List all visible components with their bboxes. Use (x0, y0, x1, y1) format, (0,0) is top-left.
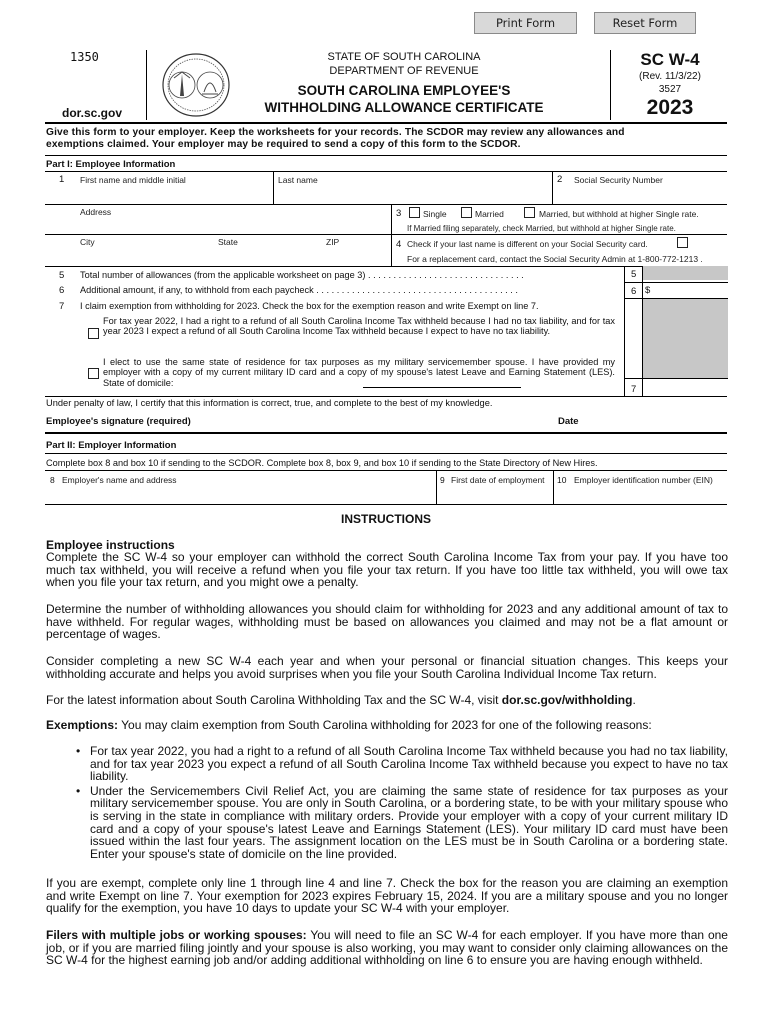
signature-label: Employee's signature (required) (46, 416, 191, 427)
single-label: Single (423, 209, 447, 219)
intro-line-2: exemptions claimed. Your employer may be required to send a copy of this form to the SCDOR. (46, 139, 521, 150)
state-seal-icon (160, 52, 232, 118)
exempt-no-liability-checkbox[interactable] (88, 328, 99, 339)
domicile-field[interactable] (363, 377, 521, 387)
exempt-no-liability-text: For tax year 2022, I had a right to a refund of all South Carolina Income Tax withheld because I had no tax liability, and for tax year 2023 I expect a refund of all South Carolina Income Tax withheld because I expect to have no tax liability. (103, 316, 615, 337)
employee-instructions-heading: Employee instructions (46, 538, 175, 552)
instructions-heading: INSTRUCTIONS (341, 512, 431, 526)
box10-number: 10 (557, 475, 567, 485)
state-label: State (218, 237, 238, 247)
instructions-paragraph-1: Complete the SC W-4 so your employer can withhold the correct South Carolina Income Tax from your pay. If you have too much tax withheld, you will receive a refund when you file your tax return. If you have too little tax withheld, you will owe tax when you file your tax return, and you might owe a penalty. (46, 550, 728, 590)
form-name: SC W-4 (640, 50, 700, 69)
line6-number: 6 (59, 285, 65, 296)
box4-number: 4 (396, 239, 402, 250)
line6-box-number: 6 (631, 286, 637, 297)
instructions-paragraph-3: Consider completing a new SC W-4 each year and when your personal or financial situation changes. This keeps your withholding accurate and helps you avoid surprises when you file your South Carolina Individual Income Tax return. (46, 654, 728, 681)
lines-divider-a (624, 266, 625, 396)
line5-box-number: 5 (631, 269, 637, 280)
instructions-paragraph-2: Determine the number of withholding allowances you should claim for withholding for 2023 and any additional amount of tax to have withheld. For regular wages, withholding must be based on allowances you claimed and may not be a flat amount or percentage of wages. (46, 602, 728, 642)
line7-box-number: 7 (631, 384, 637, 395)
line6-text: Additional amount, if any, to withhold from each paycheck . . . . . . . . . . . . . . . . . . . . . . . . . . . . . . . . . . . . . . . . (80, 285, 518, 295)
last-name-field[interactable] (276, 186, 548, 201)
married-higher-rate-label: Married, but withhold at higher Single rate. (539, 209, 699, 219)
married-label: Married (475, 209, 504, 219)
line7-text: I claim exemption from withholding for 2023. Check the box for the exemption reason and write Exempt on line 7. (80, 301, 539, 311)
box9-number: 9 (440, 475, 445, 485)
zip-field[interactable] (322, 248, 386, 263)
exemptions-label: Exemptions: (46, 718, 119, 732)
signature-field[interactable] (210, 412, 540, 426)
signature-rule (45, 432, 727, 434)
header-divider-left (146, 50, 147, 120)
exemptions-paragraph (46, 719, 728, 732)
first-name-label: First name and middle initial (80, 175, 186, 185)
row2-divider (391, 204, 392, 266)
ssn-label: Social Security Number (574, 175, 663, 185)
part2-title: Part II: Employer Information (46, 440, 177, 451)
first-employment-date-field[interactable] (440, 486, 550, 500)
state-field[interactable] (214, 248, 314, 263)
zip-label: ZIP (326, 237, 340, 247)
line7-rule (624, 378, 728, 379)
row1-divider-a (273, 171, 274, 204)
print-form-button[interactable]: Print Form (474, 12, 577, 34)
part1-rule (45, 171, 727, 172)
city-label: City (80, 237, 95, 247)
row1-divider-b (552, 171, 553, 204)
line5-rule (624, 282, 728, 283)
exempt-military-text: I elect to use the same state of residence for tax purposes as my military servicemember spouse. I have provided my employer with a copy of my current military ID card and a copy of my spouse's latest Leave and Earning Statement (LES). State of domicile: (103, 357, 615, 388)
part2-divider-a (436, 470, 437, 504)
date-field[interactable] (585, 412, 725, 426)
box4-text: Check if your last name is different on your Social Security card. (407, 239, 648, 249)
reset-form-button[interactable]: Reset Form (594, 12, 696, 34)
married-checkbox[interactable] (461, 207, 472, 218)
withholding-link[interactable]: dor.sc.gov/withholding (501, 693, 633, 707)
revision-date: (Rev. 11/3/22) (639, 71, 701, 82)
intro-line-1: Give this form to your employer. Keep the worksheets for your records. The SCDOR may review any allowances and (46, 127, 625, 138)
box2-number: 2 (557, 174, 563, 185)
exemptions-text: You may claim exemption from South Carolina withholding for 2023 for one of the following reasons: (118, 718, 652, 732)
box3-number: 3 (396, 208, 402, 219)
row2-rule (45, 234, 727, 235)
revision-code: 3527 (658, 84, 682, 95)
additional-amount-field[interactable] (654, 284, 726, 296)
form-title-line-2: WITHHOLDING ALLOWANCE CERTIFICATE (264, 100, 544, 115)
box10-label: Employer identification number (EIN) (574, 475, 713, 485)
address-label: Address (80, 207, 112, 217)
penalty-statement: Under penalty of law, I certify that this information is correct, true, and complete to the best of my knowledge. (46, 398, 493, 408)
exempt-field[interactable] (644, 381, 726, 394)
exemption-reasons-list (76, 745, 728, 862)
part2-rule (45, 453, 727, 454)
instructions-paragraph-4: For the latest information about South Carolina Withholding Tax and the SC W-4, visit dor.sc.gov/withholding. (46, 693, 636, 707)
box1-number: 1 (59, 174, 65, 185)
line7-shade (642, 298, 728, 378)
exemption-bullet-1: • For tax year 2022, you had a right to a refund of all South Carolina Income Tax withheld because you had no tax liability, and for tax year 2023 you expect a refund of all South Carolina Income Tax withheld because you expect to have no tax liability. (76, 745, 728, 783)
part2-divider-b (553, 470, 554, 504)
form-code: 1350 (70, 50, 99, 64)
form-title-line-1: SOUTH CAROLINA EMPLOYEE'S (297, 83, 511, 98)
allowances-field[interactable] (644, 268, 726, 280)
box4-note: For a replacement card, contact the Social Security Admin at 1-800-772-1213 . (407, 254, 703, 264)
box9-label: First date of employment (451, 475, 545, 485)
ssn-field[interactable] (556, 186, 726, 201)
line5-text: Total number of allowances (from the applicable worksheet on page 3) . . . . . . . . . . . . . . . . . . . . . . . . . . . . . . . (80, 270, 524, 280)
multiple-jobs-label: Filers with multiple jobs or working spouses: (46, 928, 307, 942)
married-higher-rate-checkbox[interactable] (524, 207, 535, 218)
domicile-line (363, 387, 521, 388)
form-year: 2023 (646, 96, 694, 119)
part1-rule-top (45, 155, 727, 156)
first-name-field[interactable] (76, 186, 272, 201)
lines-divider-b (642, 266, 643, 396)
employer-name-field[interactable] (60, 486, 434, 500)
header-divider-right (610, 50, 611, 120)
part2-bottom-rule (45, 504, 727, 505)
line5-number: 5 (59, 270, 65, 281)
city-field[interactable] (76, 248, 206, 263)
line7-number: 7 (59, 301, 65, 312)
ein-field[interactable] (557, 486, 726, 500)
website: dor.sc.gov (62, 106, 123, 120)
instructions-paragraph-6: If you are exempt, complete only line 1 through line 4 and line 7. Check the box for the reason you are claiming an exemption and write Exempt on line 7. Your exemption for 2023 expires February 15, 2024. If you are a military spouse and you no longer qualify for the exemption, you have 10 days to update your SC W-4 with your employer. (46, 876, 728, 916)
instructions-paragraph-7 (46, 929, 728, 967)
address-field[interactable] (76, 218, 386, 232)
exempt-military-checkbox[interactable] (88, 368, 99, 379)
box8-label: Employer's name and address (62, 475, 177, 485)
row1-rule (45, 204, 727, 205)
line7-bottom-rule (45, 396, 727, 397)
name-different-checkbox[interactable] (677, 237, 688, 248)
part1-title: Part I: Employee Information (46, 159, 176, 170)
date-label: Date (558, 416, 579, 427)
box8-number: 8 (50, 475, 55, 485)
multiple-jobs-text: You will need to file an SC W-4 for each employer. If you have more than one job, or if you are married filing jointly and your spouse is also working, you may want to consider only claiming allowances on the SC W-4 for the highest earning job and/or adding additional withholding on line 6 to ensure you are having enough withheld. (46, 928, 728, 968)
paragraph-4-text: For the latest information about South Carolina Withholding Tax and the SC W-4, visit (46, 693, 502, 707)
last-name-label: Last name (278, 175, 318, 185)
agency-line-1: STATE OF SOUTH CAROLINA (327, 51, 481, 63)
exemption-bullet-2: • Under the Servicemembers Civil Relief Act, you are claiming the same state of residence for tax purposes as your military servicemember spouse. You are only in South Carolina, or a bordering state, to be with your military spouse who is serving in the state in compliance with military orders. Provide your employer with a copy of your current military ID card and a copy of your spouse's latest Leave and Earnings Statement (LES). Your military ID card must have been issued within the last four years. The assignment location on the LES must be in South Carolina or a bordering state. Enter your spouse's state of domicile on the line provided. (76, 785, 728, 861)
agency-line-2: DEPARTMENT OF REVENUE (329, 65, 479, 77)
part2-box-rule (45, 470, 727, 471)
part2-instructions: Complete box 8 and box 10 if sending to the SCDOR. Complete box 8, box 9, and box 10 if sending to the State Directory of New Hires. (46, 458, 598, 468)
header-rule (45, 122, 727, 124)
line6-rule (624, 298, 728, 299)
married-note: If Married filing separately, check Married, but withhold at higher Single rate. (407, 224, 676, 233)
single-checkbox[interactable] (409, 207, 420, 218)
dollar-sign: $ (645, 285, 651, 296)
